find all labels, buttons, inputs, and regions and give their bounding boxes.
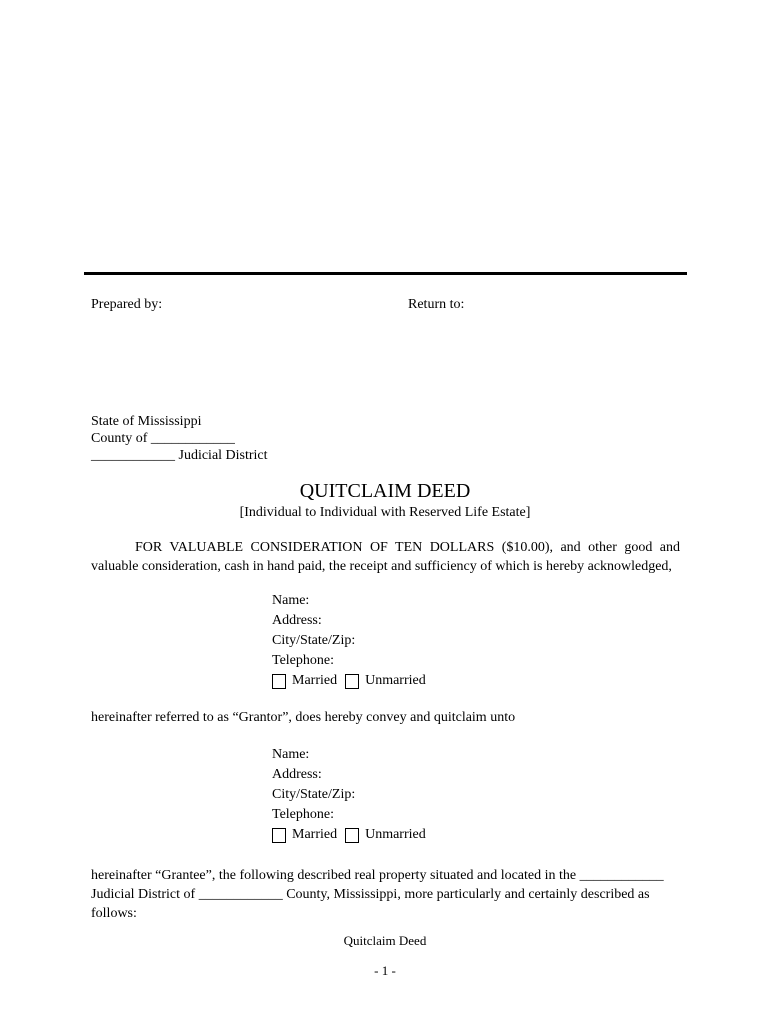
checkbox-square-icon	[345, 828, 359, 843]
grantee-married-label: Married	[292, 827, 338, 842]
grantee-city-label: City/State/Zip:	[272, 787, 356, 802]
grantee-married-checkbox[interactable]	[272, 827, 337, 843]
grantee-name-label: Name:	[272, 747, 310, 762]
grantor-clause: hereinafter referred to as “Grantor”, does hereby convey and quitclaim unto	[91, 710, 516, 725]
checkbox-square-icon	[272, 674, 286, 689]
grantee-address-label: Address:	[272, 767, 322, 782]
document-subtitle: [Individual to Individual with Reserved Life Estate]	[239, 505, 531, 520]
return-to-label: Return to:	[408, 297, 465, 312]
grantee-unmarried-label: Unmarried	[365, 827, 426, 842]
grantor-unmarried-label: Unmarried	[365, 673, 426, 688]
state-line: State of Mississippi	[91, 414, 202, 429]
footer-document-name: Quitclaim Deed	[343, 933, 427, 948]
grantor-unmarried-checkbox[interactable]	[345, 673, 426, 689]
district-line: ____________ Judicial District	[91, 448, 268, 463]
grantee-telephone-label: Telephone:	[272, 807, 334, 822]
grantor-name-label: Name:	[272, 593, 310, 608]
checkbox-square-icon	[345, 674, 359, 689]
grantee-marital-status	[272, 827, 426, 848]
prepared-by-label: Prepared by:	[91, 297, 163, 312]
document-title: QUITCLAIM DEED	[299, 480, 471, 502]
grantor-married-label: Married	[292, 673, 338, 688]
checkbox-square-icon	[272, 828, 286, 843]
grantor-city-label: City/State/Zip:	[272, 633, 356, 648]
grantor-married-checkbox[interactable]	[272, 673, 337, 689]
grantor-telephone-label: Telephone:	[272, 653, 334, 668]
footer-page-number: - 1 -	[374, 963, 396, 978]
grantor-address-label: Address:	[272, 613, 322, 628]
county-line: County of ____________	[91, 431, 235, 446]
consideration-paragraph: FOR VALUABLE CONSIDERATION OF TEN DOLLARS ($10.00), and other good and valuable consideration, cash in hand paid, the receipt and sufficiency of which is hereby acknowledged,	[91, 540, 680, 574]
header-rule	[84, 272, 687, 275]
grantee-unmarried-checkbox[interactable]	[345, 827, 426, 843]
grantor-marital-status	[272, 673, 426, 694]
grantee-clause-paragraph: hereinafter “Grantee”, the following described real property situated and located in the ____________ Judicial District of ____________ County, Mississippi, more particularly and certainly described as follows:	[91, 868, 664, 921]
